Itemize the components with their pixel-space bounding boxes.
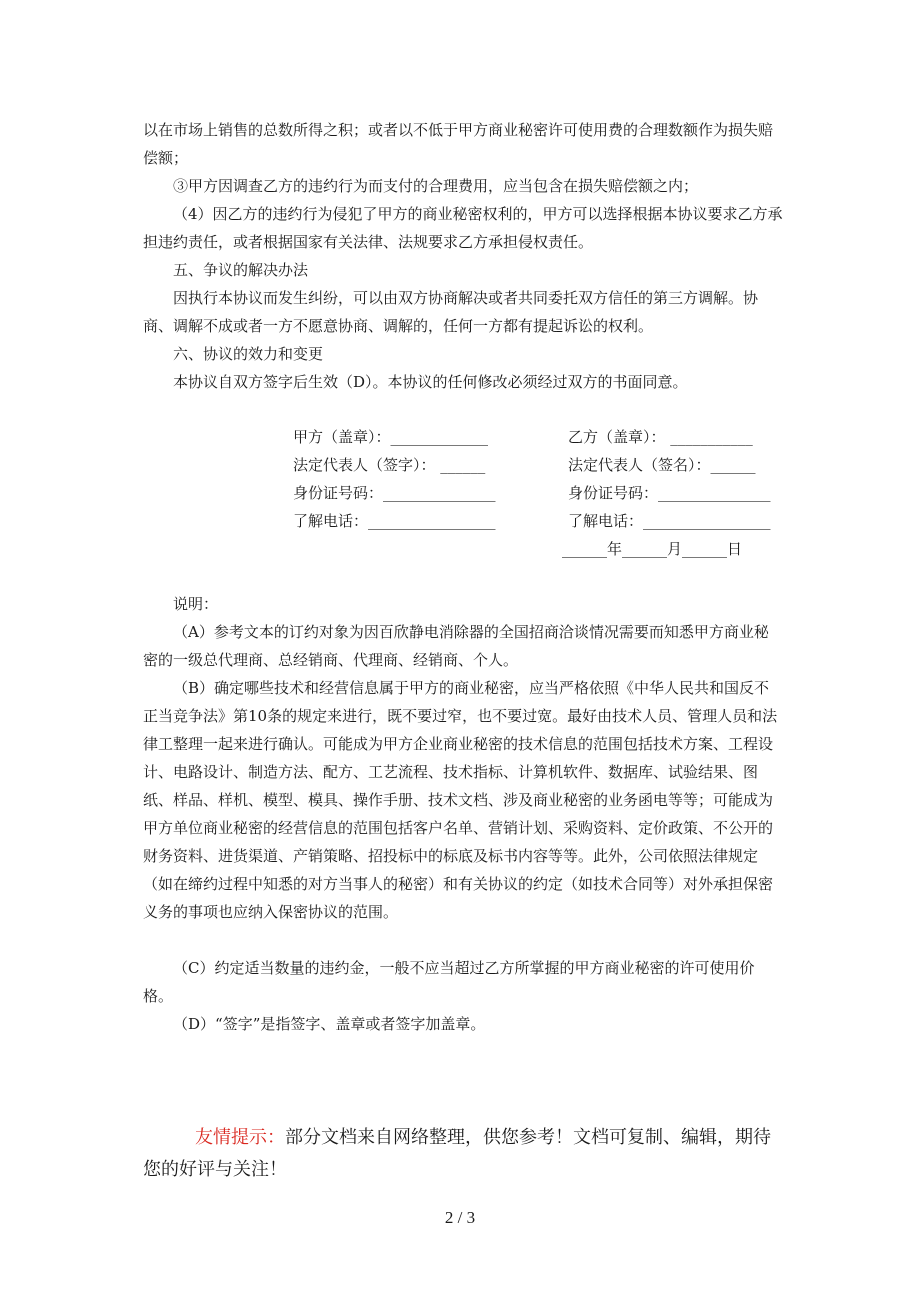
heading-validity: 六、协议的效力和变更 [173,345,324,363]
signing-date: ______年______月______日 [562,540,743,558]
party-b-representative-field: 法定代表人（签名）：______ [568,456,756,474]
party-a-representative-field: 法定代表人（签字）： ______ [293,456,486,474]
party-b-seal-field: 乙方（盖章）： ___________ [568,428,753,446]
paragraph-damages-calc: 以在市场上销售的总数所得之积；或者以不低于甲方商业秘密许可使用费的合理数额作为损失赔偿额； [143,121,774,167]
note-d: （D）“签字”是指签字、盖章或者签字加盖章。 [173,1015,486,1033]
party-a-id-field: 身份证号码：_______________ [293,484,496,502]
friendly-tip-label: 友情提示： [195,1127,285,1148]
paragraph-investigation-costs: ③甲方因调查乙方的违约行为而支付的合理费用，应当包含在损失赔偿额之内； [173,177,699,195]
friendly-tip [143,1122,783,1186]
party-b-id-field: 身份证号码：_______________ [568,484,771,502]
party-b-phone-field: 了解电话：_________________ [568,512,771,530]
friendly-tip-text: 部分文档来自网络整理，供您参考！文档可复制、编辑，期待您的好评与关注！ [143,1127,771,1180]
note-a: （A）参考文本的订约对象为因百欣静电消除器的全国招商洽谈情况需要而知悉甲方商业秘密的一级总代理商、总经销商、代理商、经销商、个人。 [143,623,769,669]
notes-heading: 说明： [173,595,219,613]
party-a-seal-field: 甲方（盖章）：_____________ [293,428,489,446]
paragraph-dispute: 因执行本协议而发生纠纷，可以由双方协商解决或者共同委托双方信任的第三方调解。协商、调解不成或者一方不愿意协商、调解的，任何一方都有提起诉讼的权利。 [143,289,759,335]
page-number: 2 / 3 [444,1208,476,1227]
note-b: （B）确定哪些技术和经营信息属于甲方的商业秘密，应当严格依照《中华人民共和国反不正当竞争法》第10条的规定来进行，既不要过窄，也不要过宽。最好由技术人员、管理人员和法律工整理一起来进行确认。可能成为甲方企业商业秘密的技术信息的范围包括技术方案、工程设计、电路设计、制造方法、配方、工艺流程、技术指标、计算机软件、数据库、试验结果、图纸、样品、样机、模型、模具、操作手册、技术文档、涉及商业秘密的业务函电等等；可能成为甲方单位商业秘密的经营信息的范围包括客户名单、营销计划、采购资料、定价政策、不公开的财务资料、进货渠道、产销策略、招投标中的标底及标书内容等等。此外，公司依照法律规定（如在缔约过程中知悉的对方当事人的秘密）和有关协议的约定（如技术合同等）对外承担保密义务的事项也应纳入保密协议的范围。 [143,679,778,921]
paragraph-infringement: （4）因乙方的违约行为侵犯了甲方的商业秘密权利的，甲方可以选择根据本协议要求乙方承担违约责任，或者根据国家有关法律、法规要求乙方承担侵权责任。 [143,205,783,251]
heading-dispute-resolution: 五、争议的解决办法 [173,261,309,279]
party-a-phone-field: 了解电话：_________________ [293,512,496,530]
note-c: （C）约定适当数量的违约金，一般不应当超过乙方所掌握的甲方商业秘密的许可使用价格。 [143,959,755,1005]
paragraph-validity: 本协议自双方签字后生效（D）。本协议的任何修改必须经过双方的书面同意。 [173,373,688,391]
